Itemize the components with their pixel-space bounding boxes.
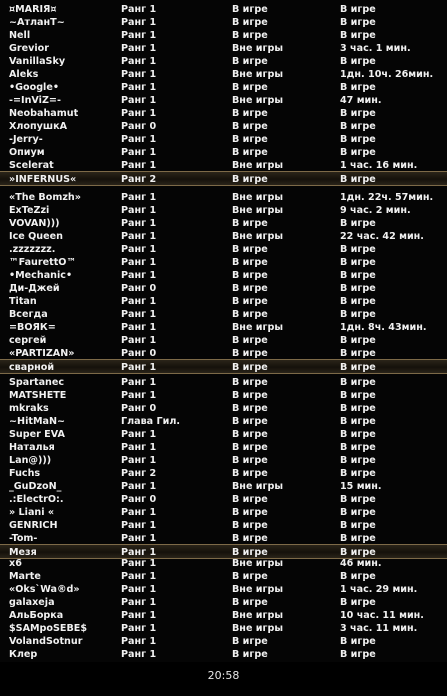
member-status: Вне игры: [232, 192, 284, 203]
member-last-seen: В игре: [340, 174, 376, 185]
member-name: -Tom-: [9, 533, 38, 544]
member-row[interactable]: [0, 308, 447, 321]
member-name: Опиум: [9, 147, 45, 158]
member-status: В игре: [232, 244, 268, 255]
member-row[interactable]: [0, 570, 447, 583]
member-rank: Ранг 1: [121, 547, 157, 558]
member-rank: Ранг 1: [121, 205, 157, 216]
member-last-seen: 3 час. 11 мин.: [340, 623, 418, 634]
member-row[interactable]: [0, 557, 447, 570]
member-row[interactable]: [0, 596, 447, 609]
member-rank: Ранг 0: [121, 403, 157, 414]
member-last-seen: 1дн. 10ч. 26мин.: [340, 69, 434, 80]
member-name: Marte: [9, 571, 41, 582]
member-row[interactable]: [0, 376, 447, 389]
member-rank: Ранг 1: [121, 95, 157, 106]
member-status: Вне игры: [232, 160, 284, 171]
member-rank: Ранг 1: [121, 17, 157, 28]
member-name: Aleks: [9, 69, 39, 80]
member-last-seen: В игре: [340, 108, 376, 119]
member-name: ХлопушкА: [9, 121, 68, 132]
member-name: ¤MARIЯ¤: [9, 4, 57, 15]
member-status: В игре: [232, 257, 268, 268]
member-row[interactable]: [0, 81, 447, 94]
member-rank: Ранг 1: [121, 257, 157, 268]
member-status: В игре: [232, 416, 268, 427]
member-last-seen: В игре: [340, 649, 376, 660]
status-bar: [0, 662, 447, 696]
member-row-highlighted[interactable]: [0, 359, 447, 374]
member-last-seen: В игре: [340, 377, 376, 388]
clock: 20:58: [207, 669, 240, 682]
member-status: В игре: [232, 270, 268, 281]
member-rank: Ранг 1: [121, 610, 157, 621]
member-name: x6: [9, 558, 22, 569]
member-row[interactable]: [0, 428, 447, 441]
member-row[interactable]: [0, 519, 447, 532]
member-status: В игре: [232, 218, 268, 229]
member-last-seen: В игре: [340, 309, 376, 320]
member-row[interactable]: [0, 204, 447, 217]
member-last-seen: В игре: [340, 296, 376, 307]
member-name: сварной: [9, 362, 55, 373]
member-name: »INFERNUS«: [9, 174, 77, 185]
member-rank: Ранг 1: [121, 455, 157, 466]
member-last-seen: В игре: [340, 134, 376, 145]
member-name: «PARTIZAN»: [9, 348, 75, 359]
member-name: Grevior: [9, 43, 49, 54]
member-name: -=InViZ=-: [9, 95, 61, 106]
member-name: Наталья: [9, 442, 55, 453]
member-row[interactable]: [0, 295, 447, 308]
member-rank: Ранг 1: [121, 218, 157, 229]
member-row[interactable]: [0, 493, 447, 506]
member-rank: Ранг 1: [121, 429, 157, 440]
member-rank: Ранг 1: [121, 362, 157, 373]
member-last-seen: В игре: [340, 82, 376, 93]
member-rank: Ранг 1: [121, 597, 157, 608]
member-last-seen: В игре: [340, 335, 376, 346]
member-status: Вне игры: [232, 43, 284, 54]
member-rank: Ранг 1: [121, 636, 157, 647]
member-name: .:ElectrO:.: [9, 494, 64, 505]
member-last-seen: В игре: [340, 571, 376, 582]
member-name: Titan: [9, 296, 37, 307]
member-rank: Ранг 1: [121, 69, 157, 80]
member-rank: Ранг 1: [121, 584, 157, 595]
member-last-seen: 1 час. 29 мин.: [340, 584, 418, 595]
member-name: АльБорка: [9, 610, 64, 621]
member-name: $SAMpoSEBE$: [9, 623, 88, 634]
member-last-seen: В игре: [340, 533, 376, 544]
member-rank: Ранг 2: [121, 174, 157, 185]
member-rank: Ранг 1: [121, 507, 157, 518]
member-status: Вне игры: [232, 322, 284, 333]
member-row[interactable]: [0, 648, 447, 661]
member-name: •Mechanic•: [9, 270, 73, 281]
member-last-seen: 1 час. 16 мин.: [340, 160, 418, 171]
member-rank: Ранг 1: [121, 270, 157, 281]
member-rank: Ранг 0: [121, 494, 157, 505]
member-last-seen: В игре: [340, 30, 376, 41]
member-status: В игре: [232, 442, 268, 453]
member-status: В игре: [232, 283, 268, 294]
member-name: Spartanec: [9, 377, 65, 388]
member-status: В игре: [232, 108, 268, 119]
member-name: galaxeja: [9, 597, 55, 608]
member-status: В игре: [232, 455, 268, 466]
member-rank: Ранг 1: [121, 481, 157, 492]
member-rank: Ранг 1: [121, 335, 157, 346]
member-name: Lan@))): [9, 455, 52, 466]
member-row[interactable]: [0, 334, 447, 347]
member-last-seen: В игре: [340, 636, 376, 647]
member-status: В игре: [232, 4, 268, 15]
member-last-seen: В игре: [340, 403, 376, 414]
member-status: В игре: [232, 147, 268, 158]
member-last-seen: В игре: [340, 494, 376, 505]
member-rank: Ранг 1: [121, 108, 157, 119]
member-name: .zzzzzzz.: [9, 244, 56, 255]
member-rank: Ранг 2: [121, 468, 157, 479]
member-row[interactable]: [0, 3, 447, 16]
member-row[interactable]: [0, 609, 447, 622]
member-name: VanillaSky: [9, 56, 66, 67]
member-row[interactable]: [0, 133, 447, 146]
member-last-seen: В игре: [340, 4, 376, 15]
member-status: В игре: [232, 403, 268, 414]
member-status: В игре: [232, 17, 268, 28]
member-row[interactable]: [0, 321, 447, 334]
member-row[interactable]: [0, 441, 447, 454]
member-rank: Ранг 1: [121, 82, 157, 93]
member-row[interactable]: [0, 282, 447, 295]
member-name: Ice Queen: [9, 231, 63, 242]
member-last-seen: 1дн. 8ч. 43мин.: [340, 322, 427, 333]
member-status: В игре: [232, 309, 268, 320]
member-rank: Ранг 1: [121, 30, 157, 41]
member-name: Fuchs: [9, 468, 41, 479]
member-last-seen: 9 час. 2 мин.: [340, 205, 411, 216]
member-name: GENRICH: [9, 520, 58, 531]
member-row[interactable]: [0, 402, 447, 415]
member-rank: Ранг 1: [121, 4, 157, 15]
member-row-highlighted[interactable]: [0, 171, 447, 186]
member-status: Вне игры: [232, 231, 284, 242]
member-status: Вне игры: [232, 558, 284, 569]
member-rank: Ранг 0: [121, 121, 157, 132]
member-name: -Jerry-: [9, 134, 43, 145]
member-row[interactable]: [0, 230, 447, 243]
member-rank: Ранг 1: [121, 442, 157, 453]
member-last-seen: В игре: [340, 244, 376, 255]
member-status: Вне игры: [232, 623, 284, 634]
member-name: «The Bomzh»: [9, 192, 81, 203]
member-status: Вне игры: [232, 610, 284, 621]
member-row[interactable]: [0, 68, 447, 81]
member-name: Super EVA: [9, 429, 65, 440]
member-rank: Ранг 1: [121, 377, 157, 388]
member-last-seen: 47 мин.: [340, 95, 382, 106]
member-status: В игре: [232, 547, 268, 558]
member-last-seen: В игре: [340, 348, 376, 359]
member-row[interactable]: [0, 454, 447, 467]
member-row[interactable]: [0, 622, 447, 635]
member-rank: Ранг 1: [121, 322, 157, 333]
member-row[interactable]: [0, 55, 447, 68]
member-status: Вне игры: [232, 481, 284, 492]
member-rank: Ранг 1: [121, 244, 157, 255]
member-name: MATSHETE: [9, 390, 67, 401]
member-row[interactable]: [0, 467, 447, 480]
member-name: _GuDzoN_: [9, 481, 62, 492]
member-name: Мезя: [9, 547, 37, 558]
member-status: В игре: [232, 520, 268, 531]
member-status: В игре: [232, 649, 268, 660]
member-name: сергей: [9, 335, 47, 346]
member-name: Neobahamut: [9, 108, 79, 119]
member-status: Вне игры: [232, 95, 284, 106]
member-status: В игре: [232, 494, 268, 505]
member-row[interactable]: [0, 217, 447, 230]
member-name: ~HitMaN~: [9, 416, 66, 427]
member-row[interactable]: [0, 94, 447, 107]
member-rank: Глава Гил.: [121, 416, 181, 427]
member-row[interactable]: [0, 16, 447, 29]
member-name: ExTeZzi: [9, 205, 50, 216]
member-status: Вне игры: [232, 205, 284, 216]
member-last-seen: В игре: [340, 390, 376, 401]
member-status: В игре: [232, 377, 268, 388]
member-last-seen: В игре: [340, 270, 376, 281]
member-name: » Liani «: [9, 507, 55, 518]
member-last-seen: В игре: [340, 121, 376, 132]
member-rank: Ранг 1: [121, 309, 157, 320]
member-status: В игре: [232, 82, 268, 93]
member-rank: Ранг 1: [121, 649, 157, 660]
member-rank: Ранг 0: [121, 283, 157, 294]
member-last-seen: В игре: [340, 429, 376, 440]
member-rank: Ранг 1: [121, 43, 157, 54]
member-status: В игре: [232, 121, 268, 132]
member-row[interactable]: [0, 146, 447, 159]
member-status: В игре: [232, 597, 268, 608]
member-rank: Ранг 1: [121, 533, 157, 544]
member-last-seen: 46 мин.: [340, 558, 382, 569]
member-name: VOVAN))): [9, 218, 60, 229]
member-row[interactable]: [0, 269, 447, 282]
member-rank: Ранг 0: [121, 348, 157, 359]
member-row[interactable]: [0, 42, 447, 55]
member-last-seen: В игре: [340, 547, 376, 558]
member-status: В игре: [232, 507, 268, 518]
member-status: В игре: [232, 468, 268, 479]
member-status: В игре: [232, 362, 268, 373]
member-last-seen: В игре: [340, 507, 376, 518]
member-last-seen: 10 час. 11 мин.: [340, 610, 424, 621]
member-status: В игре: [232, 533, 268, 544]
member-row[interactable]: [0, 635, 447, 648]
member-row[interactable]: [0, 256, 447, 269]
member-last-seen: 15 мин.: [340, 481, 382, 492]
member-rank: Ранг 1: [121, 160, 157, 171]
member-name: Ди-Джей: [9, 283, 60, 294]
member-last-seen: В игре: [340, 283, 376, 294]
member-row[interactable]: [0, 191, 447, 204]
member-status: В игре: [232, 296, 268, 307]
member-last-seen: В игре: [340, 362, 376, 373]
member-last-seen: В игре: [340, 147, 376, 158]
member-rank: Ранг 1: [121, 56, 157, 67]
member-status: В игре: [232, 56, 268, 67]
member-last-seen: 22 час. 42 мин.: [340, 231, 424, 242]
member-name: ~АтланТ~: [9, 17, 65, 28]
member-status: В игре: [232, 30, 268, 41]
member-status: В игре: [232, 429, 268, 440]
member-status: Вне игры: [232, 584, 284, 595]
member-name: Всегда: [9, 309, 48, 320]
member-rank: Ранг 1: [121, 192, 157, 203]
member-name: mkraks: [9, 403, 49, 414]
member-status: В игре: [232, 134, 268, 145]
member-rank: Ранг 1: [121, 134, 157, 145]
member-rank: Ранг 1: [121, 147, 157, 158]
member-rank: Ранг 1: [121, 623, 157, 634]
member-status: В игре: [232, 571, 268, 582]
member-row[interactable]: [0, 506, 447, 519]
member-last-seen: В игре: [340, 468, 376, 479]
member-last-seen: В игре: [340, 520, 376, 531]
member-name: ™FaurettO™: [9, 257, 77, 268]
member-rank: Ранг 1: [121, 571, 157, 582]
member-row[interactable]: [0, 415, 447, 428]
member-status: В игре: [232, 335, 268, 346]
member-last-seen: В игре: [340, 597, 376, 608]
member-last-seen: 1дн. 22ч. 57мин.: [340, 192, 434, 203]
member-status: В игре: [232, 636, 268, 647]
member-row[interactable]: [0, 480, 447, 493]
member-row[interactable]: [0, 29, 447, 42]
member-row[interactable]: [0, 243, 447, 256]
member-name: «Oks`Wa®d»: [9, 584, 80, 595]
member-status: В игре: [232, 174, 268, 185]
member-name: Scelerat: [9, 160, 54, 171]
member-last-seen: В игре: [340, 442, 376, 453]
member-row[interactable]: [0, 389, 447, 402]
member-status: В игре: [232, 348, 268, 359]
member-rank: Ранг 1: [121, 231, 157, 242]
member-status: Вне игры: [232, 69, 284, 80]
member-last-seen: 3 час. 1 мин.: [340, 43, 411, 54]
member-last-seen: В игре: [340, 17, 376, 28]
member-rank: Ранг 1: [121, 296, 157, 307]
member-last-seen: В игре: [340, 416, 376, 427]
member-last-seen: В игре: [340, 455, 376, 466]
member-status: В игре: [232, 390, 268, 401]
member-last-seen: В игре: [340, 56, 376, 67]
member-row[interactable]: [0, 107, 447, 120]
member-name: •Google•: [9, 82, 59, 93]
member-name: VolandSotnur: [9, 636, 83, 647]
member-last-seen: В игре: [340, 257, 376, 268]
member-last-seen: В игре: [340, 218, 376, 229]
member-rank: Ранг 1: [121, 520, 157, 531]
member-name: =ВОЯК=: [9, 322, 56, 333]
member-rank: Ранг 1: [121, 390, 157, 401]
member-name: Nell: [9, 30, 31, 41]
member-name: Клер: [9, 649, 38, 660]
member-row[interactable]: [0, 583, 447, 596]
member-rank: Ранг 1: [121, 558, 157, 569]
member-row[interactable]: [0, 120, 447, 133]
